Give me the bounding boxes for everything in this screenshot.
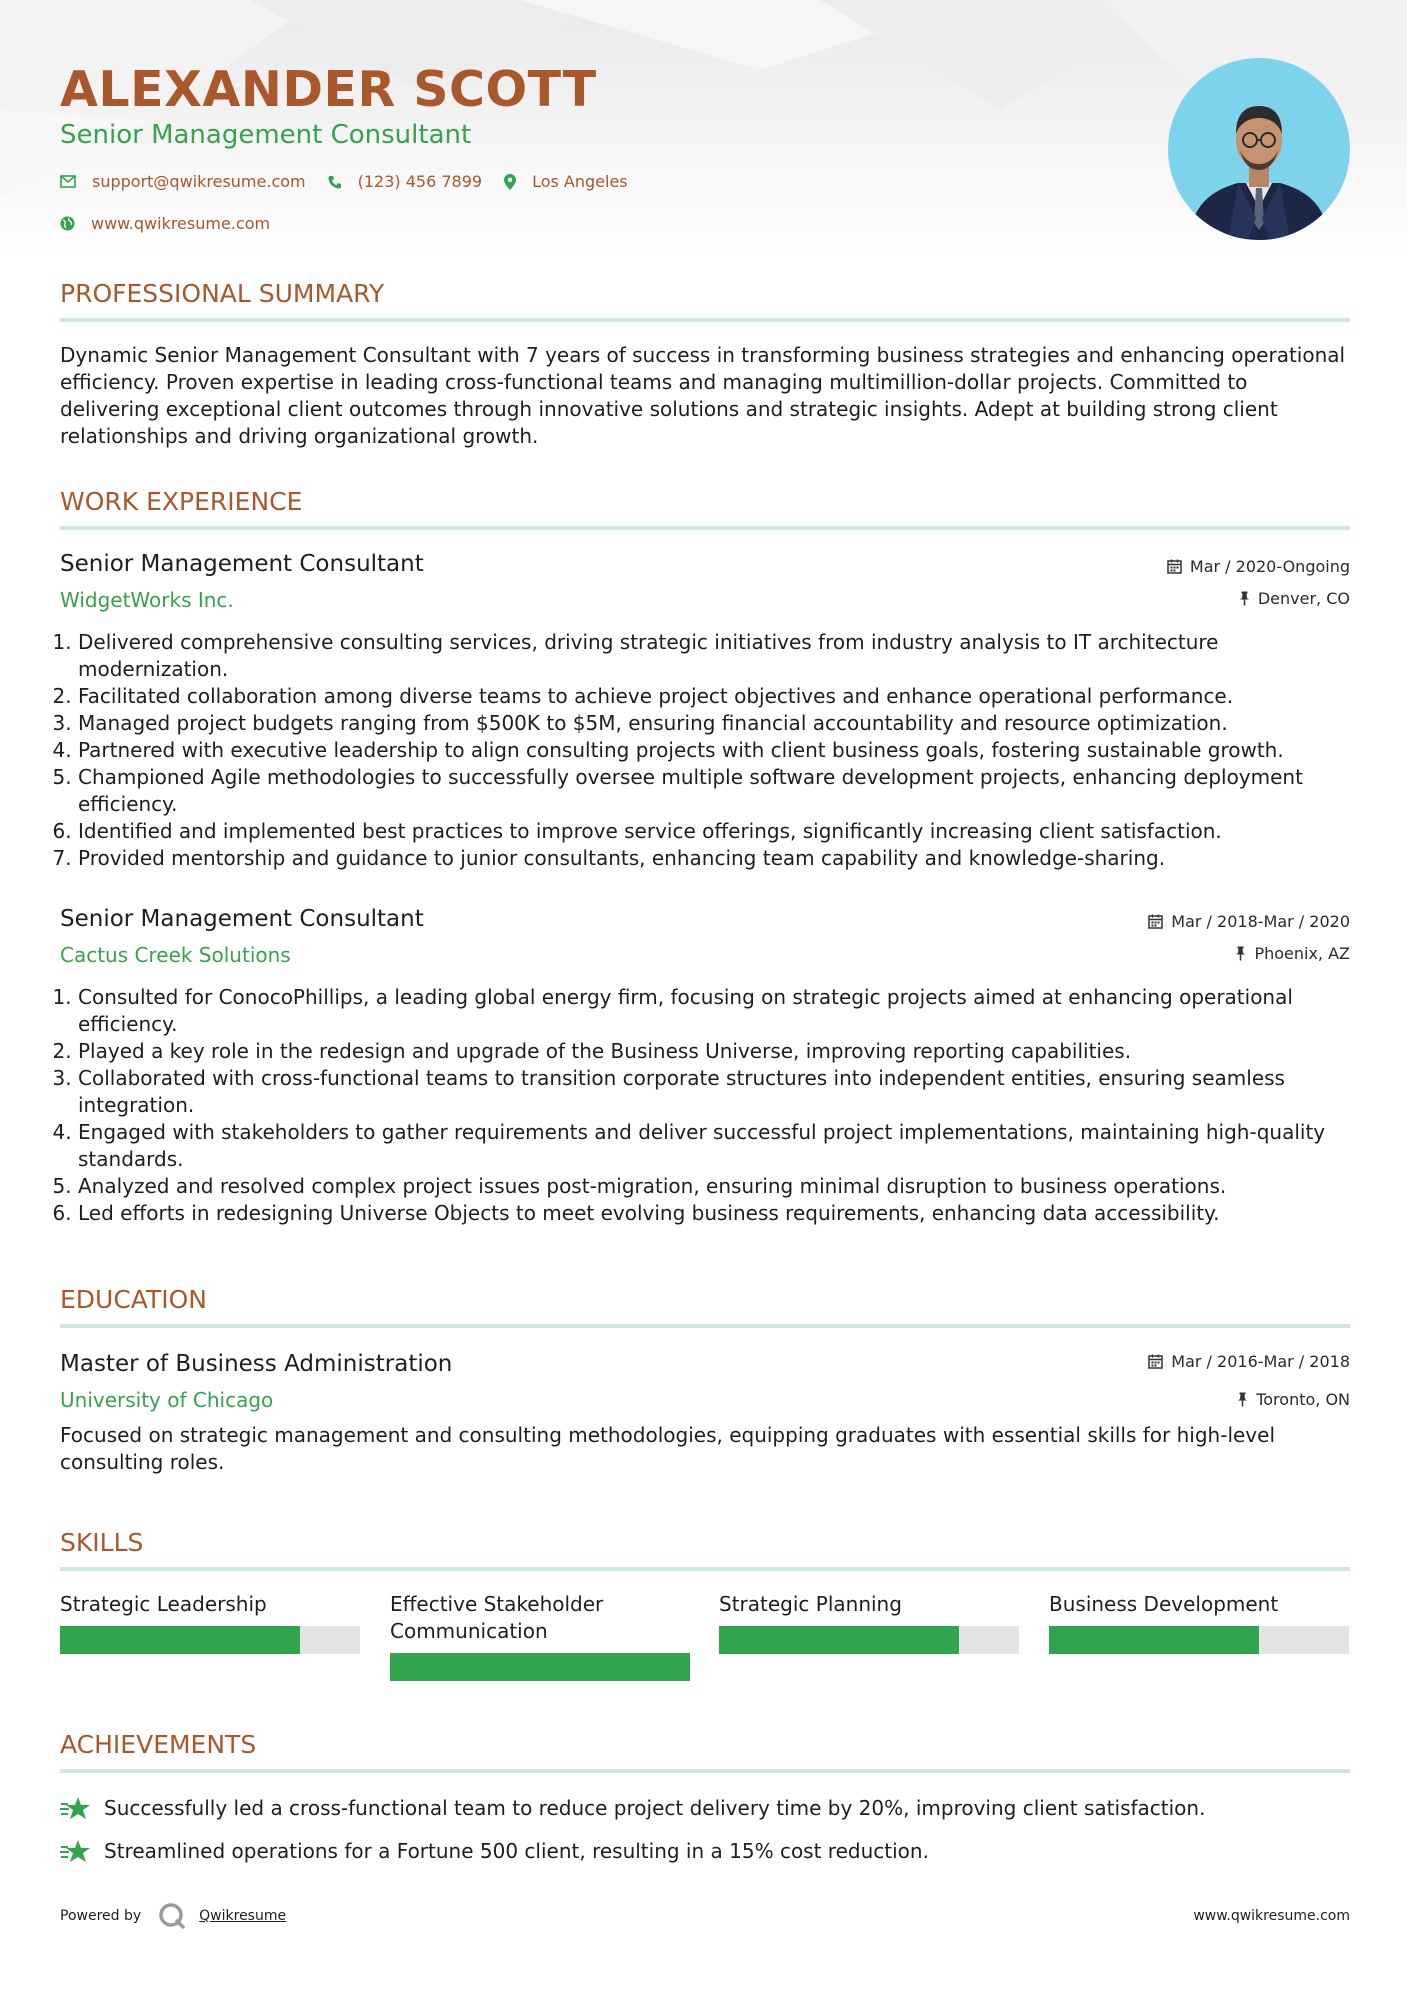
job-bullets — [60, 629, 1350, 872]
education-section — [60, 1284, 1350, 1328]
candidate-name: ALEXANDER SCOTT — [60, 61, 597, 118]
education-location-text: Toronto, ON — [1256, 1390, 1350, 1409]
job-dates — [1167, 557, 1350, 576]
pushpin-icon — [1235, 946, 1246, 961]
map-marker-icon — [504, 174, 516, 190]
envelope-icon — [60, 175, 76, 188]
skills-section — [60, 1527, 1350, 1571]
list-item: 2. Played a key role in the redesign and upgrade of the Business Universe, improving reporting capabilities. — [78, 1038, 1350, 1065]
list-item: 1. Delivered comprehensive consulting services, driving strategic initiatives from industry analysis to IT architecture modernization. — [78, 629, 1350, 683]
job-company: WidgetWorks Inc. — [60, 588, 234, 612]
calendar-icon — [1167, 559, 1182, 574]
list-item: 7. Provided mentorship and guidance to junior consultants, enhancing team capability and knowledge-sharing. — [78, 845, 1350, 872]
skill-name: Strategic Leadership — [60, 1592, 267, 1616]
skill-name: Strategic Planning — [719, 1592, 902, 1616]
contact-location — [504, 172, 628, 191]
skill-item — [1049, 1591, 1349, 1654]
footer-website[interactable]: www.qwikresume.com — [1193, 1908, 1350, 1924]
skill-name: Effective Stakeholder Communication — [390, 1592, 604, 1643]
phone-text: (123) 456 7899 — [357, 172, 483, 191]
school-name: University of Chicago — [60, 1388, 274, 1412]
contact-website[interactable] — [60, 214, 270, 233]
email-text: support@qwikresume.com — [92, 172, 306, 191]
pushpin-icon — [1239, 591, 1250, 606]
list-item: 6. Identified and implemented best practices to improve service offerings, significantly increasing client satisfaction. — [78, 818, 1350, 845]
degree-title: Master of Business Administration — [60, 1351, 453, 1377]
list-item: 3. Collaborated with cross-functional teams to transition corporate structures into independent entities, ensuring seamless integration. — [78, 1065, 1350, 1119]
website-text: www.qwikresume.com — [91, 214, 271, 233]
summary-text: Dynamic Senior Management Consultant with 7 years of success in transforming business strategies and enhancing operational efficiency. Proven expertise in leading cross-functional teams and managing multimillion-dollar projects. Committed to delivering exceptional client outcomes through innovative solutions and strategic insights. Adept at building strong client relationships and driving organizational growth. — [60, 343, 1346, 448]
job-bullets — [60, 984, 1350, 1227]
list-item: 4. Partnered with executive leadership to align consulting projects with client business goals, fostering sustainable growth. — [78, 737, 1350, 764]
contact-row-website — [60, 214, 292, 233]
skill-item — [60, 1591, 360, 1654]
contact-email[interactable] — [60, 172, 306, 191]
education-dates-text: Mar / 2016-Mar / 2018 — [1171, 1352, 1350, 1371]
candidate-title: Senior Management Consultant — [60, 120, 472, 150]
summary-heading: PROFESSIONAL SUMMARY — [60, 278, 1350, 322]
list-item — [60, 1830, 1350, 1873]
education-heading: EDUCATION — [60, 1284, 1350, 1328]
skill-bar-fill — [390, 1653, 690, 1681]
qwikresume-logo-icon — [157, 1901, 187, 1931]
skill-bar-fill — [60, 1626, 300, 1654]
job-location — [1235, 944, 1350, 963]
job-location-text: Phoenix, AZ — [1254, 944, 1350, 963]
summary-section — [60, 278, 1350, 450]
skills-heading: SKILLS — [60, 1527, 1350, 1571]
skill-item — [719, 1591, 1019, 1654]
list-item: 1. Consulted for ConocoPhillips, a leading global energy firm, focusing on strategic projects aimed at enhancing operational efficiency. — [78, 984, 1350, 1038]
achievements-heading: ACHIEVEMENTS — [60, 1729, 1350, 1773]
job-dates-text: Mar / 2020-Ongoing — [1189, 557, 1350, 576]
education-location — [1237, 1390, 1350, 1409]
list-item: 5. Analyzed and resolved complex project issues post-migration, ensuring minimal disruption to business operations. — [78, 1173, 1350, 1200]
job-location — [1239, 589, 1350, 608]
location-text: Los Angeles — [532, 172, 628, 191]
skill-bar — [60, 1626, 360, 1654]
achievements-section — [60, 1729, 1350, 1873]
skill-bar — [390, 1653, 690, 1681]
page-footer — [60, 1898, 1350, 1938]
calendar-icon — [1148, 914, 1163, 929]
skill-bar-fill — [1049, 1626, 1259, 1654]
list-item: 4. Engaged with stakeholders to gather requirements and deliver successful project implementations, maintaining high-quality standards. — [78, 1119, 1350, 1173]
phone-icon — [328, 175, 342, 189]
list-item: 6. Led efforts in redesigning Universe Objects to meet evolving business requirements, enhancing data accessibility. — [78, 1200, 1350, 1227]
powered-by-label: Powered by — [60, 1908, 142, 1924]
list-item: 2. Facilitated collaboration among diverse teams to achieve project objectives and enhance operational performance. — [78, 683, 1350, 710]
experience-section — [60, 486, 1350, 530]
list-item: 3. Managed project budgets ranging from $500K to $5M, ensuring financial accountability and resource optimization. — [78, 710, 1350, 737]
powered-by — [60, 1898, 286, 1934]
job-location-text: Denver, CO — [1257, 589, 1350, 608]
achievement-text: Streamlined operations for a Fortune 500 client, resulting in a 15% cost reduction. — [104, 1839, 929, 1863]
skill-bar — [1049, 1626, 1349, 1654]
education-description: Focused on strategic management and consulting methodologies, equipping graduates with essential skills for high-level consulting roles. — [60, 1423, 1275, 1474]
profile-photo — [1168, 58, 1350, 240]
job-dates — [1148, 912, 1350, 931]
experience-heading: WORK EXPERIENCE — [60, 486, 1350, 530]
calendar-icon — [1148, 1354, 1163, 1369]
job-title: Senior Management Consultant — [60, 906, 424, 932]
job-company: Cactus Creek Solutions — [60, 943, 291, 967]
education-dates — [1148, 1352, 1350, 1371]
achievement-text: Successfully led a cross-functional team to reduce project delivery time by 20%, improving client satisfaction. — [104, 1796, 1206, 1820]
skill-bar-fill — [719, 1626, 959, 1654]
job-title: Senior Management Consultant — [60, 551, 424, 577]
contact-phone[interactable] — [328, 172, 482, 191]
list-item — [60, 1787, 1350, 1830]
skill-bar — [719, 1626, 1019, 1654]
contact-row — [60, 172, 650, 191]
list-item: 5. Championed Agile methodologies to successfully oversee multiple software development projects, enhancing deployment efficiency. — [78, 764, 1350, 818]
skill-item — [390, 1591, 690, 1681]
star-badge-icon — [60, 1796, 92, 1822]
job-dates-text: Mar / 2018-Mar / 2020 — [1171, 912, 1350, 931]
star-badge-icon — [60, 1839, 92, 1865]
skill-name: Business Development — [1049, 1592, 1279, 1616]
qwikresume-link[interactable]: Qwikresume — [199, 1908, 287, 1924]
globe-icon — [60, 216, 75, 231]
pushpin-icon — [1237, 1392, 1248, 1407]
